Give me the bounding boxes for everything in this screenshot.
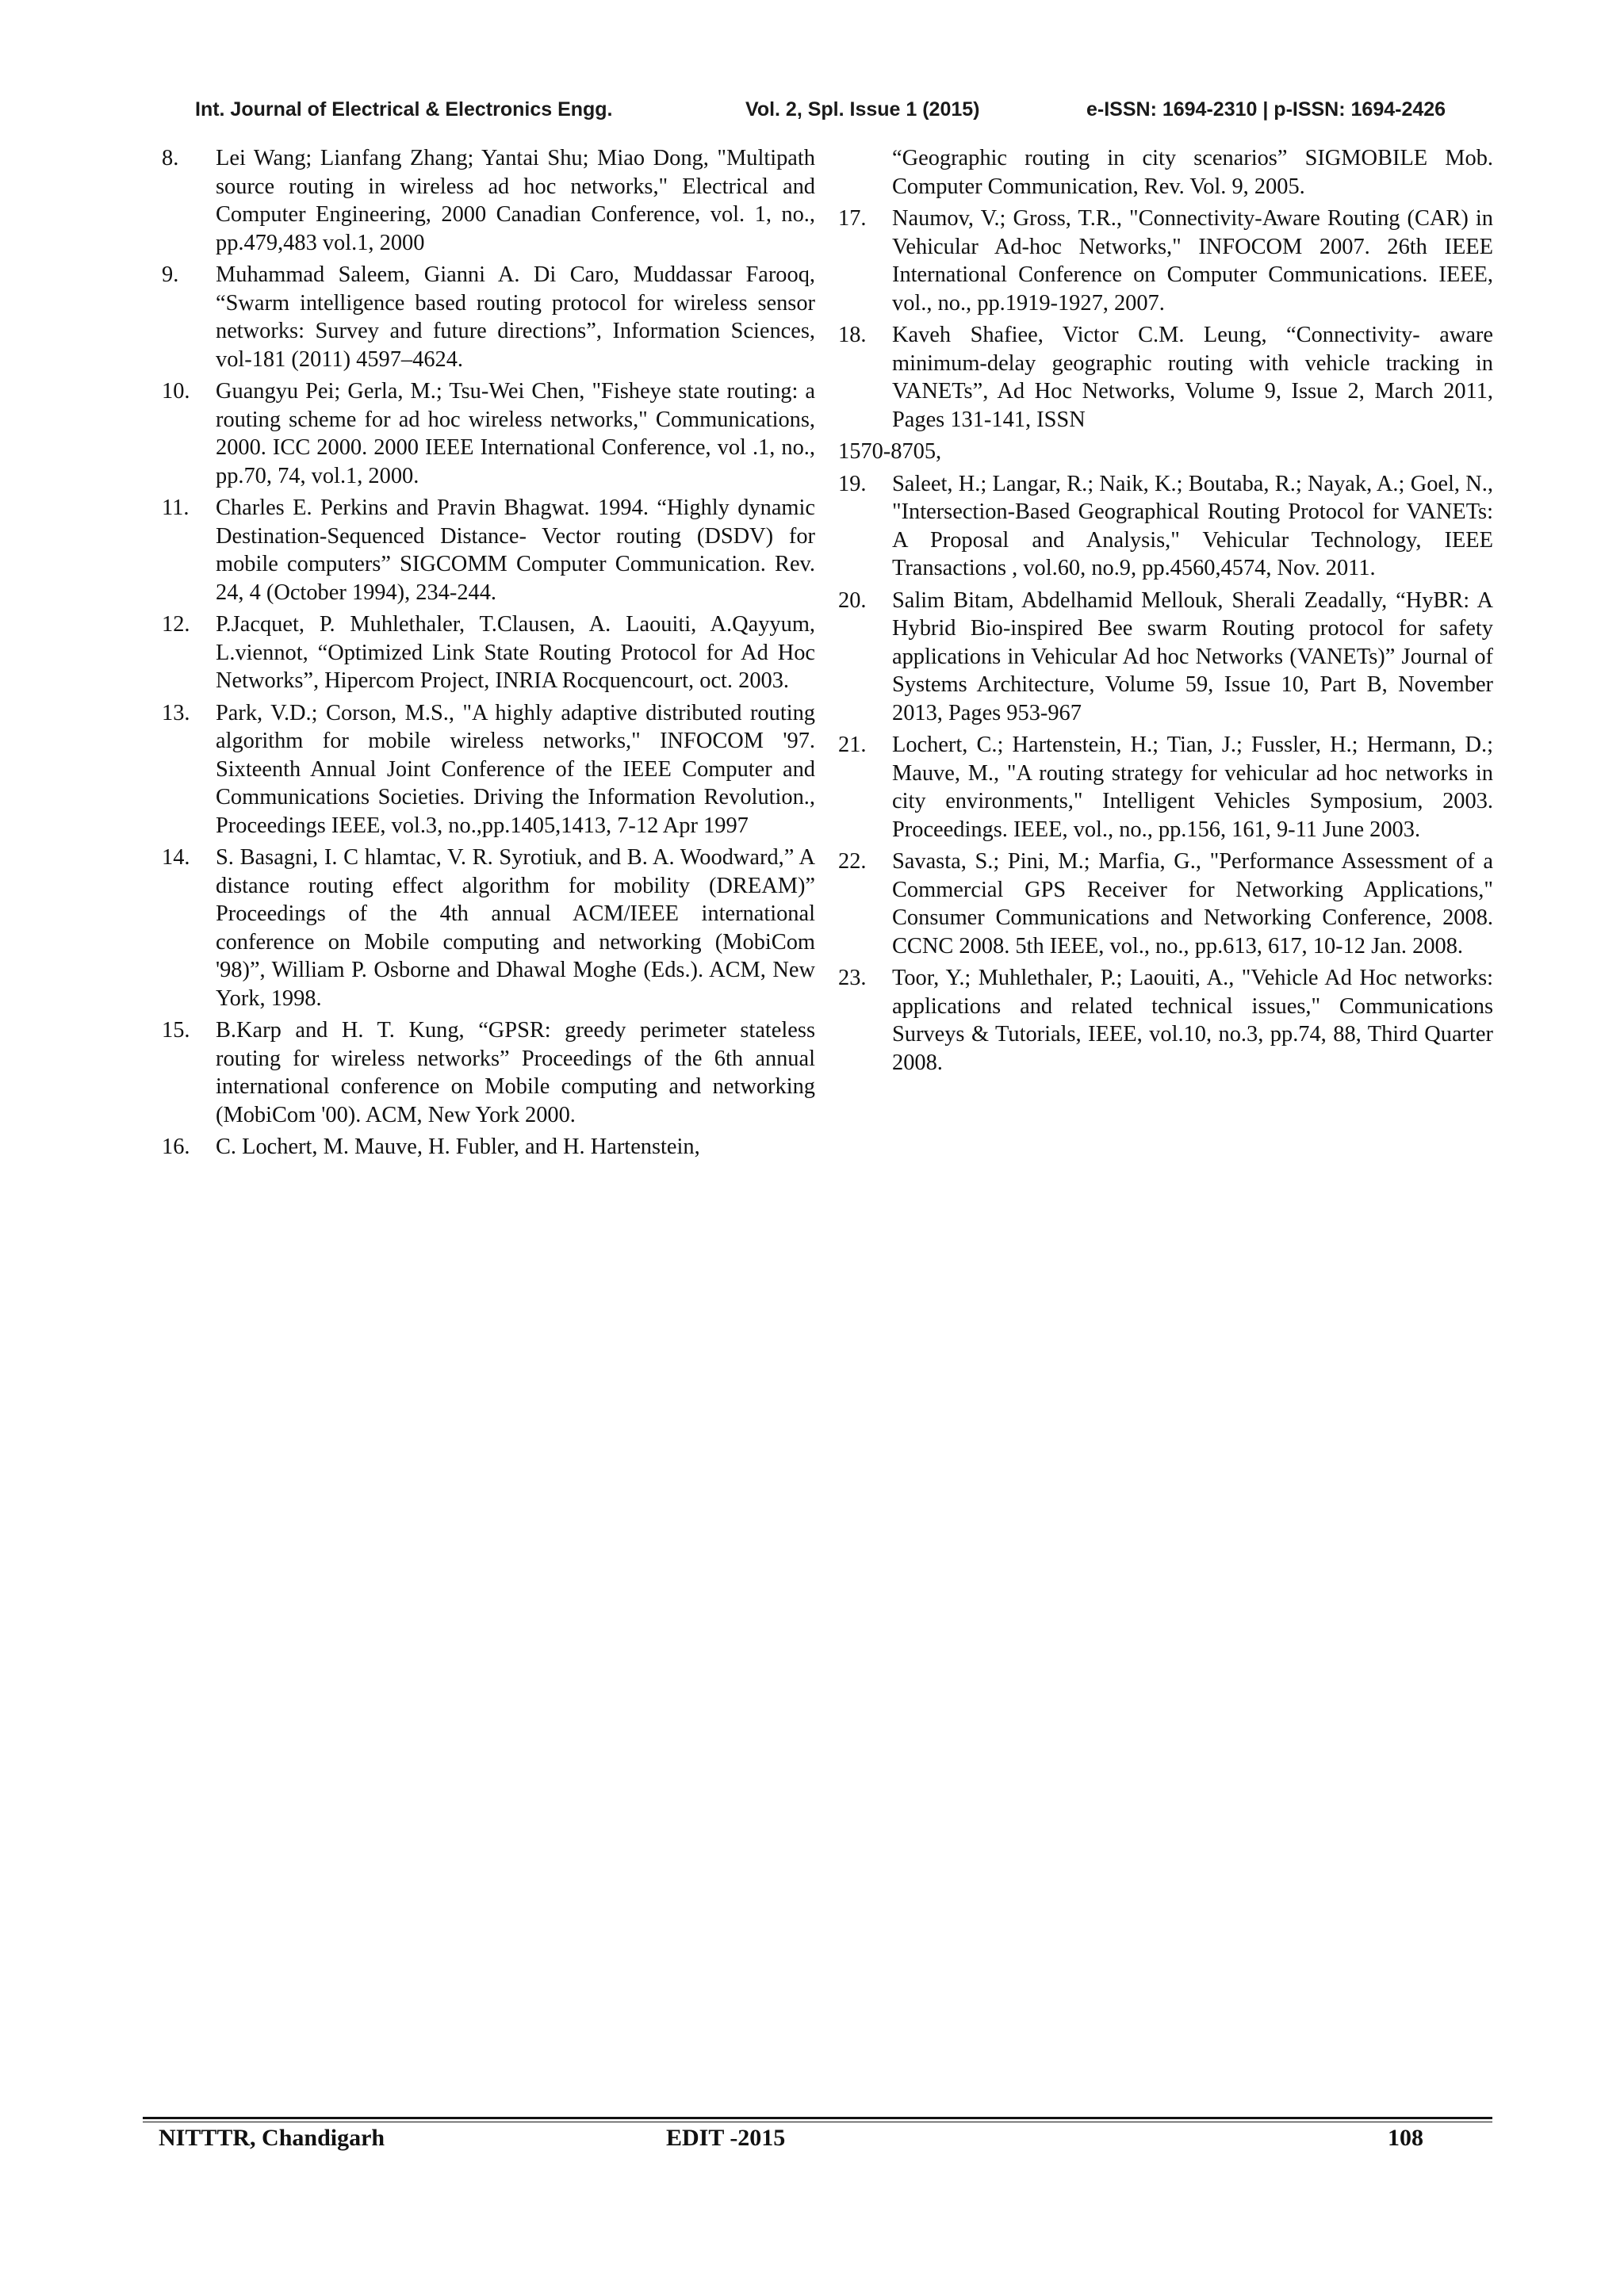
reference-number: 15. xyxy=(162,1018,190,1043)
reference-text: S. Basagni, I. C hlamtac, V. R. Syrotiuk, and B. A. Woodward,” A distance routing effect algorithm for mobility (DREAM)” Proceedings of the 4th annual ACM/IEEE international conference on Mobile computing and networking (MobiCom '98)”, William P. Osborne and Dhawal Moghe (Eds.). ACM, New York, 1998. xyxy=(216,845,815,1011)
reference-item xyxy=(162,377,815,490)
reference-item xyxy=(838,470,1493,583)
reference-item xyxy=(162,261,815,373)
reference-item xyxy=(162,610,815,695)
reference-number: 22. xyxy=(838,849,867,874)
reference-text: C. Lochert, M. Mauve, H. Fubler, and H. Hartenstein, xyxy=(216,1135,700,1159)
reference-text: Charles E. Perkins and Pravin Bhagwat. 1994. “Highly dynamic Destination-Sequenced Distance- Vector routing (DSDV) for mobile computers” SIGCOMM Computer Communication. Rev. 24, 4 (October 1994), 234-244. xyxy=(216,496,815,605)
reference-number: 23. xyxy=(838,966,867,990)
reference-text: Toor, Y.; Muhlethaler, P.; Laouiti, A., "Vehicle Ad Hoc networks: applications and related technical issues," Communications Surveys & Tutorials, IEEE, vol.10, no.3, pp.74, 88, Third Quarter 2008. xyxy=(892,966,1493,1075)
references-left-column xyxy=(162,144,815,1165)
running-footer xyxy=(159,2125,1491,2156)
reference-item xyxy=(162,699,815,840)
reference-number: 17. xyxy=(838,206,867,231)
issn: e-ISSN: 1694-2310 | p-ISSN: 1694-2426 xyxy=(1086,98,1446,121)
reference-item xyxy=(838,321,1493,434)
reference-text: P.Jacquet, P. Muhlethaler, T.Clausen, A. Laouiti, A.Qayyum, L.viennot, “Optimized Link State Routing Protocol for Ad Hoc Networks”, Hipercom Project, INRIA Rocquencourt, oct. 2003. xyxy=(216,612,815,693)
reference-text: Lei Wang; Lianfang Zhang; Yantai Shu; Miao Dong, "Multipath source routing in wireless ad hoc networks," Electrical and Computer Engineering, 2000 Canadian Conference, vol. 1, no., pp.479,483 vol.1, 2000 xyxy=(216,146,815,255)
reference-item xyxy=(162,494,815,607)
reference-number: 9. xyxy=(162,262,179,287)
reference-item xyxy=(838,964,1493,1077)
reference-number: 21. xyxy=(838,733,867,757)
reference-number: 13. xyxy=(162,700,190,725)
volume-issue: Vol. 2, Spl. Issue 1 (2015) xyxy=(745,98,980,121)
reference-text: B.Karp and H. T. Kung, “GPSR: greedy perimeter stateless routing for wireless networks” Proceedings of the 6th annual international conference on Mobile computing and networking (MobiCom '00). ACM, New York 2000. xyxy=(216,1018,815,1127)
reference-item xyxy=(838,205,1493,317)
page-number: 108 xyxy=(1388,2125,1423,2151)
reference-item xyxy=(838,848,1493,960)
reference-issn-line: 1570-8705, xyxy=(838,439,942,464)
footer-edition: EDIT -2015 xyxy=(666,2125,786,2151)
reference-number: 20. xyxy=(838,587,867,613)
reference-text: Lochert, C.; Hartenstein, H.; Tian, J.; Fussler, H.; Hermann, D.; Mauve, M., "A routing strategy for vehicular ad hoc networks in city environments," Intelligent Vehicles Symposium, 2003. Proceedings. IEEE, vol., no., pp.156, 161, 9-11 June 2003. xyxy=(892,733,1493,842)
reference-text: Saleet, H.; Langar, R.; Naik, K.; Boutaba, R.; Nayak, A.; Goel, N., "Intersection-Based Geographical Routing Protocol for VANETs: A Proposal and Analysis," Vehicular Technology, IEEE Transactions , vol.60, no.9, pp.4560,4574, Nov. 2011. xyxy=(892,471,1493,580)
reference-item xyxy=(162,1016,815,1129)
reference-number: 18. xyxy=(838,323,867,347)
reference-item xyxy=(162,1133,815,1161)
reference-number: 12. xyxy=(162,612,190,637)
footer-rule xyxy=(143,2117,1492,2119)
reference-item xyxy=(838,587,1493,728)
reference-item xyxy=(838,731,1493,844)
reference-number: 14. xyxy=(162,845,190,870)
reference-text: Muhammad Saleem, Gianni A. Di Caro, Muddassar Farooq, “Swarm intelligence based routing protocol for wireless sensor networks: Survey and future directions”, Information Sciences, vol-181 (2011) 4597–4624. xyxy=(216,262,815,372)
reference-continuation: “Geographic routing in city scenarios” SIGMOBILE Mob. Computer Communication, Rev. Vol. 9, 2005. xyxy=(892,146,1493,199)
journal-name: Int. Journal of Electrical & Electronics Engg. xyxy=(195,98,613,121)
reference-number: 19. xyxy=(838,471,867,496)
reference-text: Guangyu Pei; Gerla, M.; Tsu-Wei Chen, "Fisheye state routing: a routing scheme for ad hoc wireless networks," Communications, 2000. ICC 2000. 2000 IEEE International Conference, vol .1, no., pp.70, 74, vol.1, 2000. xyxy=(216,379,815,488)
running-header xyxy=(184,98,1469,124)
reference-number: 10. xyxy=(162,379,190,404)
reference-item xyxy=(162,844,815,1012)
references-right-column xyxy=(838,144,1493,1081)
reference-text: Savasta, S.; Pini, M.; Marfia, G., "Performance Assessment of a Commercial GPS Receiver for Networking Applications," Consumer Communications and Networking Conference, 2008. CCNC 2008. 5th IEEE, vol., no., pp.613, 617, 10-12 Jan. 2008. xyxy=(892,849,1493,959)
reference-number: 16. xyxy=(162,1135,190,1159)
reference-text: Kaveh Shafiee, Victor C.M. Leung, “Connectivity- aware minimum-delay geographic routing with vehicle tracking in VANETs”, Ad Hoc Networks, Volume 9, Issue 2, March 2011, Pages 131-141, ISSN xyxy=(892,323,1493,432)
reference-text: Salim Bitam, Abdelhamid Mellouk, Sherali Zeadally, “HyBR: A Hybrid Bio-inspired Bee swarm Routing protocol for safety applications in Vehicular Ad hoc Networks (VANETs)” Journal of Systems Architecture, Volume 59, Issue 10, Part B, November 2013, Pages 953-967 xyxy=(892,587,1493,725)
footer-institution: NITTTR, Chandigarh xyxy=(159,2125,385,2151)
reference-text: Naumov, V.; Gross, T.R., "Connectivity-Aware Routing (CAR) in Vehicular Ad-hoc Networks," INFOCOM 2007. 26th IEEE International Conference on Computer Communications. IEEE, vol., no., pp.1919-1927, 2007. xyxy=(892,206,1493,316)
reference-number: 11. xyxy=(162,496,190,520)
reference-item xyxy=(162,144,815,257)
reference-number: 8. xyxy=(162,146,179,170)
reference-text: Park, V.D.; Corson, M.S., "A highly adaptive distributed routing algorithm for mobile wireless networks," INFOCOM '97. Sixteenth Annual Joint Conference of the IEEE Computer and Communications Societies. Driving the Information Revolution., Proceedings IEEE, vol.3, no.,pp.1405,1413, 7-12 Apr 1997 xyxy=(216,700,815,838)
